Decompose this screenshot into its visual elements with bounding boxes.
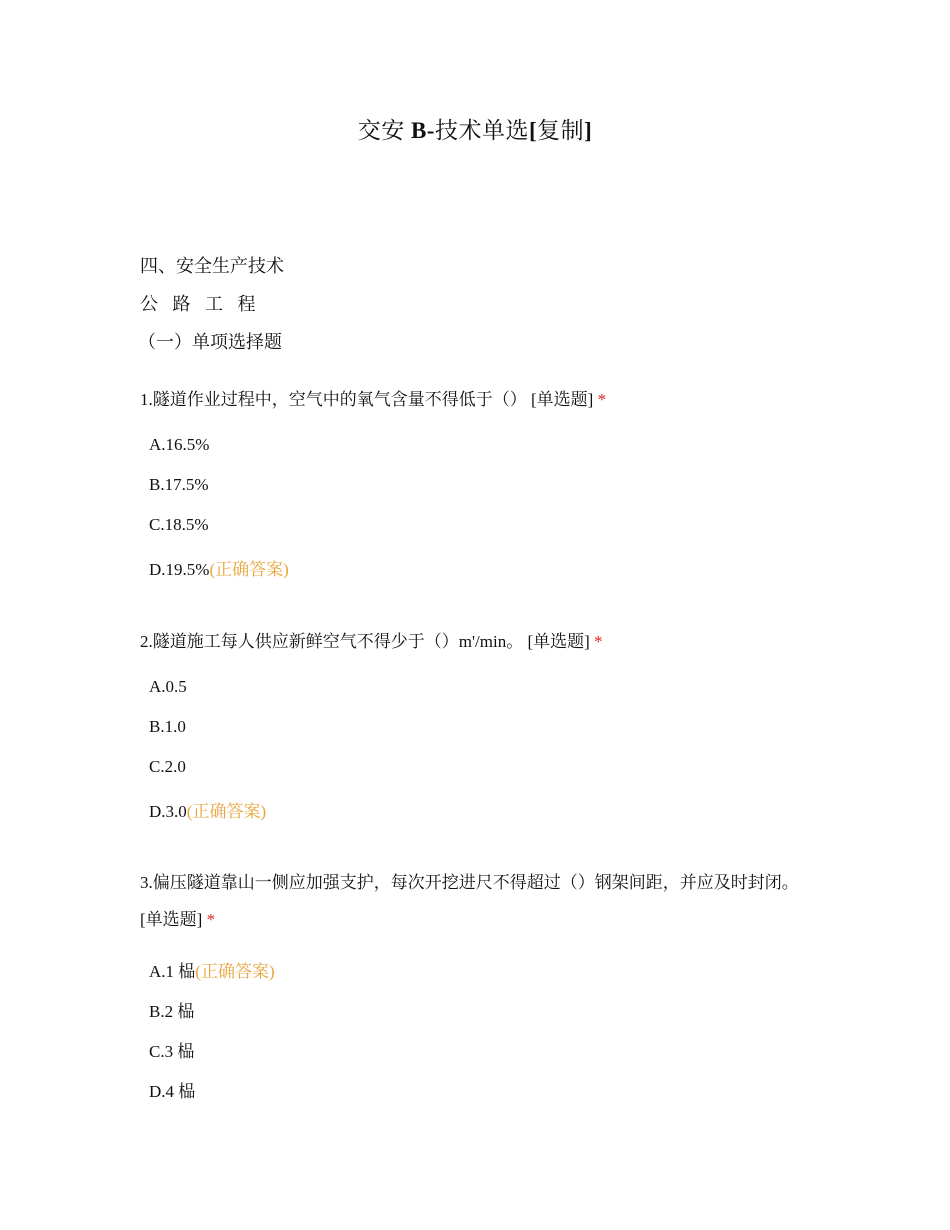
- option-label: B.17.5%: [149, 475, 209, 494]
- chapter-heading: 四、安全生产技术: [140, 256, 284, 276]
- question-type: [单选题]: [527, 632, 590, 651]
- option-1a: [149, 435, 209, 455]
- title-bracket-close: ]: [584, 118, 593, 143]
- option-2b: [149, 717, 186, 737]
- subsection-heading: （一）单项选择题: [138, 332, 282, 352]
- correct-note: (正确答案): [195, 962, 275, 981]
- option-label: C.2.0: [149, 757, 186, 776]
- option-label: D.4 榀: [149, 1082, 196, 1101]
- option-2a: [149, 677, 187, 697]
- option-label: D.3.0: [149, 802, 187, 821]
- question-type: [单选题]: [140, 910, 203, 929]
- option-2d: [149, 797, 266, 822]
- document-title: [0, 112, 950, 145]
- option-1c: [149, 515, 209, 535]
- question-type: [单选题]: [531, 390, 594, 409]
- option-1b: [149, 475, 209, 495]
- question-2: [140, 623, 820, 660]
- option-label: A.16.5%: [149, 435, 210, 454]
- title-text: 技术单选: [434, 118, 529, 143]
- required-mark: *: [206, 910, 216, 929]
- title-bold-text: B-: [410, 118, 435, 143]
- question-text: 1.隧道作业过程中，空气中的氧气含量不得低于（）: [140, 390, 527, 409]
- option-3b: [149, 997, 194, 1022]
- option-3c: [149, 1037, 194, 1062]
- option-label: D.19.5%: [149, 560, 210, 579]
- question-1: [140, 381, 820, 418]
- option-label: A.1 榀: [149, 962, 196, 981]
- correct-note: (正确答案): [186, 802, 267, 821]
- option-label: C.18.5%: [149, 515, 209, 534]
- option-label: B.2 榀: [149, 1002, 195, 1021]
- option-3a: [149, 957, 275, 982]
- option-label: C.3 榀: [149, 1042, 195, 1061]
- question-3: [140, 864, 815, 938]
- title-text: 交安: [357, 118, 411, 143]
- required-mark: *: [597, 390, 607, 409]
- correct-note: (正确答案): [209, 560, 289, 579]
- title-text: 复制: [537, 118, 585, 143]
- option-2c: [149, 757, 186, 777]
- question-text: 3.偏压隧道靠山一侧应加强支护，每次开挖进尺不得超过（）钢架间距，并应及时封闭。: [140, 873, 799, 892]
- option-label: A.0.5: [149, 677, 187, 696]
- option-label: B.1.0: [149, 717, 186, 736]
- title-bracket-open: [: [528, 118, 538, 143]
- option-3d: [149, 1077, 195, 1102]
- question-text: 2.隧道施工每人供应新鲜空气不得少于（）m'/min。: [140, 632, 524, 651]
- option-1d: [149, 555, 289, 580]
- required-mark: *: [594, 632, 603, 651]
- subject-heading: 公 路 工 程: [140, 294, 261, 314]
